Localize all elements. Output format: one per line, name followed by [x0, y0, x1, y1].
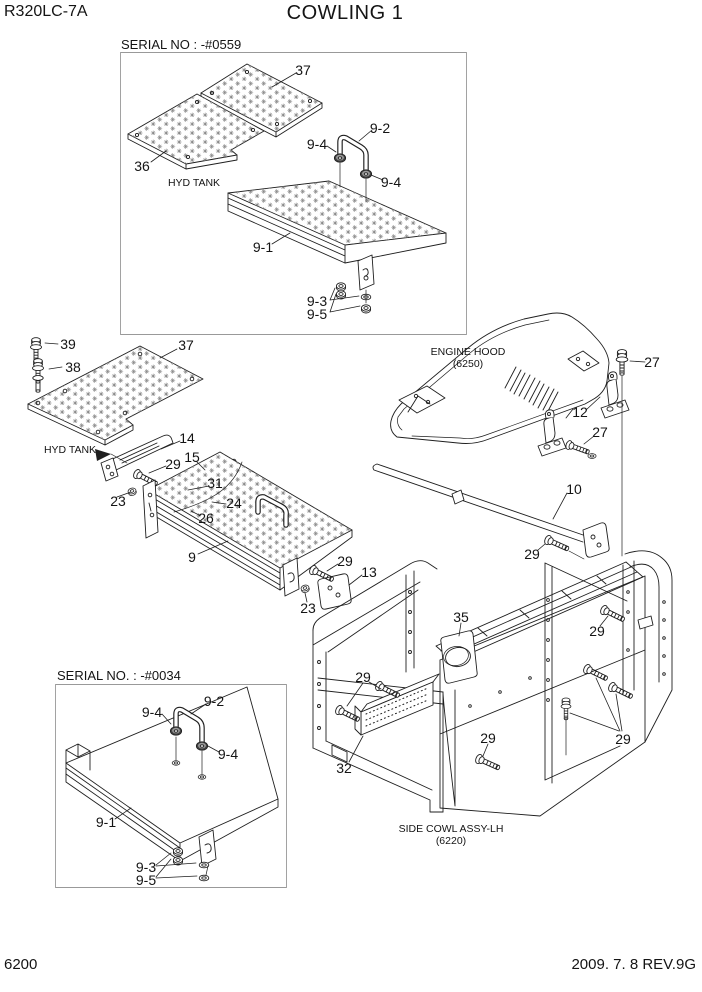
callout-9-2-b: 9-2: [203, 693, 225, 709]
callout-35: 35: [453, 609, 469, 625]
step-plate-9-1-top: [228, 181, 446, 290]
bolt-39: [30, 338, 41, 362]
callout-29-d: 29: [589, 623, 605, 639]
callout-39: 39: [60, 336, 76, 352]
callout-32: 32: [336, 760, 352, 776]
bolt-29-h: [599, 604, 626, 624]
callout-37-b: 37: [178, 337, 194, 353]
cross-rail-10: [373, 464, 609, 557]
callout-15: 15: [184, 449, 200, 465]
callout-9-1-b: 9-1: [95, 814, 117, 830]
model-code: R320LC-7A: [4, 3, 88, 20]
locknut-9-4-top-b: [360, 170, 371, 178]
plate-13: [318, 574, 351, 609]
callout-24: 24: [226, 495, 242, 511]
callout-9-4-b: 9-4: [380, 174, 402, 190]
bolt-29-f: [474, 753, 501, 772]
callout-9: 9: [188, 549, 196, 565]
callout-9-3-b: 9-3: [135, 859, 157, 875]
callout-9-1-a: 9-1: [252, 239, 274, 255]
nut-23-b: [300, 584, 310, 593]
callout-9-4-c: 9-4: [141, 704, 163, 720]
nut-23-a: [127, 487, 137, 496]
side-cowl-ref: (6220): [435, 835, 467, 847]
locknut-9-4-bottom-a: [170, 727, 181, 735]
callout-27-b: 27: [592, 424, 608, 440]
step-plate-9-1-bottom: [66, 687, 278, 866]
callout-37-a: 37: [295, 62, 311, 78]
callout-9-4-a: 9-4: [306, 136, 328, 152]
callout-13: 13: [361, 564, 377, 580]
callout-9-5-a: 9-5: [306, 306, 328, 322]
callout-27-a: 27: [644, 354, 660, 370]
callout-9-4-d: 9-4: [217, 746, 239, 762]
serial-no-label-top: SERIAL NO : -#0559: [121, 37, 242, 52]
locknut-9-4-bottom-b: [196, 742, 207, 750]
callout-38: 38: [65, 359, 81, 375]
hyd-tank-caption-top: HYD TANK: [167, 177, 221, 189]
callout-29-e: 29: [355, 669, 371, 685]
bolt-27-upper: [616, 350, 628, 376]
callout-23-a: 23: [110, 493, 126, 509]
callout-29-c: 29: [524, 546, 540, 562]
engine-hood-ref: (6250): [452, 358, 484, 370]
callout-31: 31: [207, 475, 223, 491]
bolt-38: [32, 359, 43, 392]
callout-29-a: 29: [165, 456, 181, 472]
bolt-29-c: [543, 534, 570, 553]
callout-23-b: 23: [300, 600, 316, 616]
callout-14: 14: [179, 430, 195, 446]
date-revision: 2009. 7. 8 REV.9G: [571, 956, 696, 973]
callout-10: 10: [566, 481, 582, 497]
bolt-27-lower: [565, 440, 596, 459]
page-number: 6200: [4, 956, 38, 973]
side-cowl-caption: [399, 823, 504, 847]
tread-plate-37-mid: [28, 346, 203, 445]
engine-hood: [391, 313, 609, 444]
callout-9-5-b: 9-5: [135, 872, 157, 888]
page-title: COWLING 1: [286, 2, 404, 24]
callout-9-2-a: 9-2: [369, 120, 391, 136]
callout-26: 26: [198, 510, 214, 526]
engine-hood-caption: [431, 346, 506, 370]
locknut-9-4-top-a: [334, 154, 345, 162]
callout-36: 36: [134, 158, 150, 174]
bolt-29-g: [561, 698, 571, 720]
callout-12: 12: [572, 404, 588, 420]
callout-9-3-a: 9-3: [306, 293, 328, 309]
side-cowl-name: SIDE COWL ASSY-LH: [398, 823, 504, 835]
engine-hood-name: ENGINE HOOD: [430, 346, 506, 358]
callout-29-g: 29: [615, 731, 631, 747]
bolt-29-j: [607, 681, 634, 701]
serial-no-label-bottom: SERIAL NO. : -#0034: [57, 668, 181, 683]
callout-29-f: 29: [480, 730, 496, 746]
callout-29-b: 29: [337, 553, 353, 569]
hyd-tank-caption-mid: HYD TANK: [43, 444, 97, 456]
cover-plate-35: [441, 631, 477, 683]
hyd-tank-arrow: [95, 449, 111, 461]
